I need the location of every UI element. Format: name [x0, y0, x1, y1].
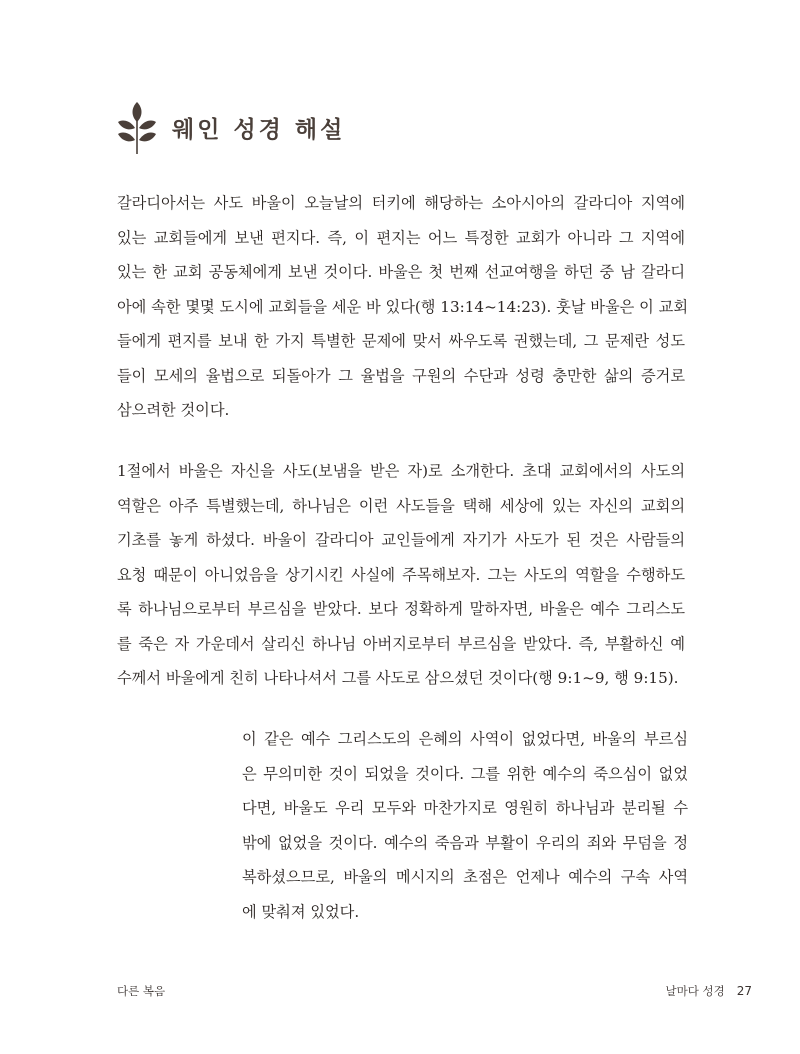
text-line: 있는 교회들에게 보낸 편지다. 즉, 이 편지는 어느 특정한 교회가 아니라 그 지역에: [117, 228, 685, 247]
text-line: 아에 속한 몇몇 도시에 교회들을 세운 바 있다(행 13:14~14:23). 훗날 바울은 이 교회: [117, 297, 688, 316]
text-line: 역할은 아주 특별했는데, 하나님은 이런 사도들을 택해 세상에 있는 자신의 교회의: [117, 496, 685, 515]
text-line: 기초를 놓게 하셨다. 바울이 갈라디아 교인들에게 자기가 사도가 된 것은 사람들의: [117, 531, 685, 549]
paragraph-2: [117, 454, 685, 696]
text-line: 록 하나님으로부터 부르심을 받았다. 보다 정확하게 말하자면, 바울은 예수 그리스도: [117, 600, 685, 618]
leaf-branch-icon: [116, 98, 158, 156]
text-line: 를 죽은 자 가운데서 살리신 하나님 아버지로부터 부르심을 받았다. 즉, 부활하신 예: [117, 634, 685, 653]
page-number: 27: [736, 984, 752, 998]
block-quote: [242, 722, 688, 929]
quote-line: 다면, 바울도 우리 모두와 마찬가지로 영원히 하나님과 분리될 수: [242, 799, 688, 817]
quote-line: 은 무의미한 것이 되었을 것이다. 그를 위한 예수의 죽으심이 없었: [242, 764, 688, 783]
footer-chapter-title: 다른 복음: [117, 984, 166, 998]
section-heading: [116, 98, 345, 156]
quote-line: 이 같은 예수 그리스도의 은혜의 사역이 없었다면, 바울의 부르심: [242, 730, 688, 748]
text-line: 들이 모세의 율법으로 되돌아가 그 율법을 구원의 수단과 성령 충만한 삶의 증거로: [117, 366, 685, 385]
quote-line: 복하셨으므로, 바울의 메시지의 초점은 언제나 예수의 구속 사역: [242, 868, 688, 886]
text-line: 1절에서 바울은 자신을 사도(보냄을 받은 자)로 소개한다. 초대 교회에서의 사도의: [117, 462, 685, 480]
text-line: 수께서 바울에게 친히 나타나셔서 그를 사도로 삼으셨던 것이다(행 9:1~9, 행 9:15).: [117, 669, 679, 687]
text-line: 있는 한 교회 공동체에게 보낸 것이다. 바울은 첫 번째 선교여행을 하던 중 남 갈라디: [117, 263, 685, 281]
footer-book-info: [666, 983, 752, 999]
footer-book-title: 날마다 성경: [665, 984, 725, 998]
quote-line: 밖에 없었을 것이다. 예수의 죽음과 부활이 우리의 죄와 무덤을 정: [242, 833, 688, 852]
page-title: 웨인 성경 해설: [172, 116, 346, 143]
text-line: 삼으려한 것이다.: [117, 401, 230, 419]
text-line: 요청 때문이 아니었음을 상기시킨 사실에 주목해보자. 그는 사도의 역할을 수행하도: [117, 565, 685, 584]
text-line: 갈라디아서는 사도 바울이 오늘날의 터키에 해당하는 소아시아의 갈라디아 지역에: [117, 194, 685, 212]
quote-line: 에 맞춰져 있었다.: [242, 902, 360, 921]
paragraph-1: [117, 186, 688, 428]
text-line: 들에게 편지를 보내 한 가지 특별한 문제에 맞서 싸우도록 권했는데, 그 문제란 성도: [117, 332, 685, 350]
